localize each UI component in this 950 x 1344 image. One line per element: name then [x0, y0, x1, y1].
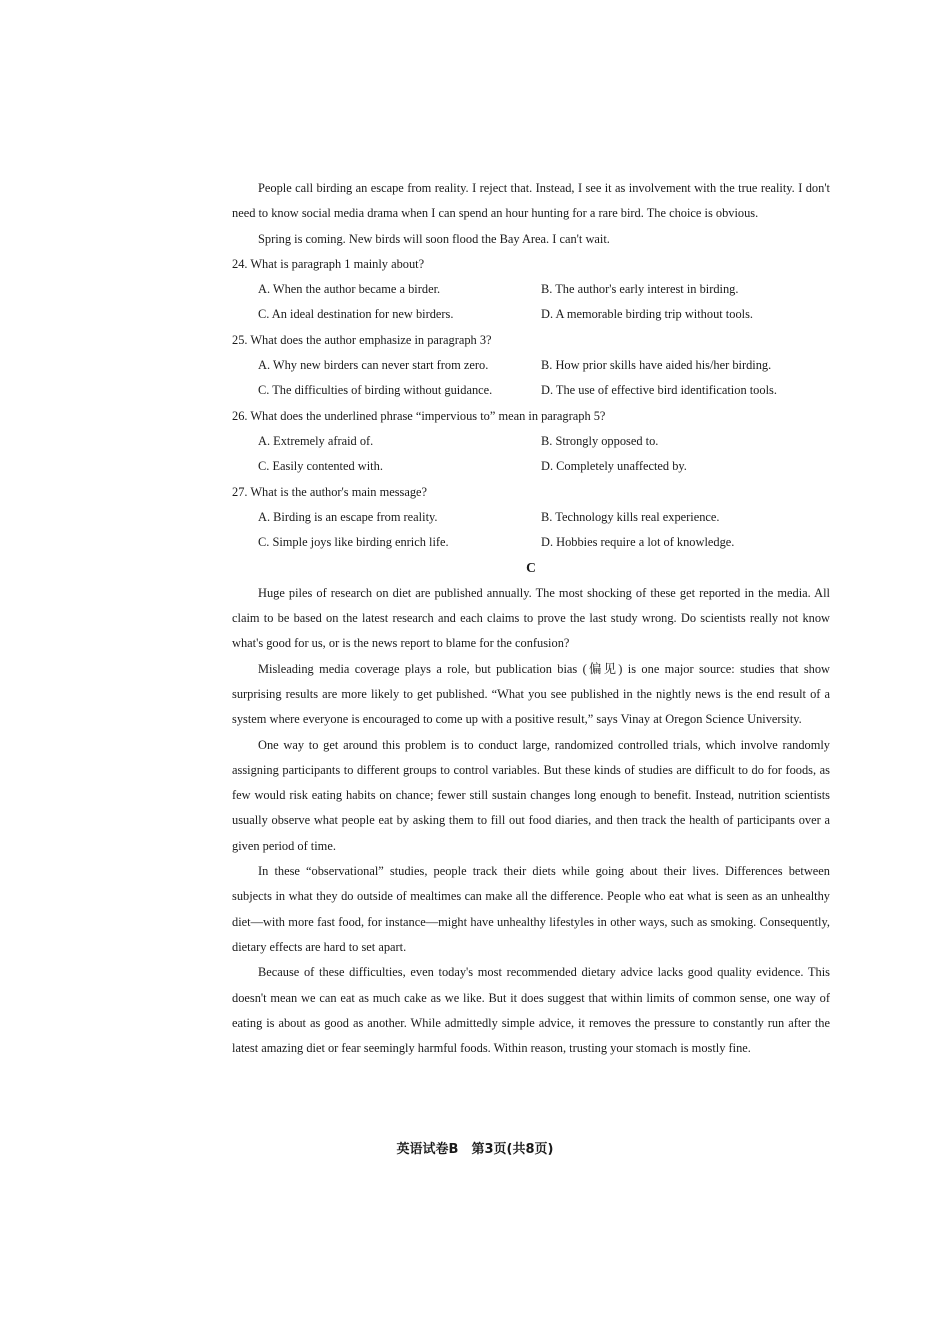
option-b: B. How prior skills have aided his/her birding.	[541, 358, 772, 373]
passage-paragraph: People call birding an escape from reality. I reject that. Instead, I see it as involvement with the true reality. I don't need to know social media drama when I can spend an hour hunting for a rare bird. The choice is obvious.	[232, 181, 830, 221]
question-stem: 27. What is the author's main message?	[232, 484, 428, 499]
option-c: C. Simple joys like birding enrich life.	[258, 535, 449, 550]
option-c: C. The difficulties of birding without guidance.	[258, 383, 493, 398]
passage-paragraph: Misleading media coverage plays a role, but publication bias (偏见) is one major source: studies that show surprising results are more likely to get published. “What you see published in the nightly news is the end result of a system where everyone is encouraged to come up with a positive result,” says Vinay at Oregon Science University.	[232, 661, 830, 727]
question-24	[232, 252, 830, 328]
options-grid	[232, 353, 830, 404]
page-footer: 英语试卷B 第3页(共8页)	[396, 1142, 554, 1157]
options-grid	[232, 429, 830, 480]
passage-paragraph: One way to get around this problem is to conduct large, randomized controlled trials, which involve randomly assigning participants to different groups to control variables. But these kinds of studies are difficult to do for foods, as few would risk eating habits on chance; fewer still sustain changes long enough to benefit. Instead, nutrition scientists usually observe what people eat by asking them to fill out food diaries, and then track the health of participants over a given period of time.	[232, 737, 830, 853]
option-a: A. When the author became a birder.	[258, 282, 441, 297]
option-d: D. Completely unaffected by.	[541, 459, 687, 474]
option-b: B. Technology kills real experience.	[541, 509, 720, 524]
option-d: D. Hobbies require a lot of knowledge.	[541, 535, 735, 550]
options-grid	[232, 505, 830, 556]
passage-paragraph: Spring is coming. New birds will soon flood the Bay Area. I can't wait.	[258, 231, 610, 246]
option-a: A. Why new birders can never start from zero.	[258, 358, 489, 373]
question-stem: 25. What does the author emphasize in paragraph 3?	[232, 332, 492, 347]
exam-page-body	[232, 176, 830, 1061]
question-stem: 26. What does the underlined phrase “impervious to” mean in paragraph 5?	[232, 408, 606, 423]
option-b: B. Strongly opposed to.	[541, 433, 659, 448]
question-27	[232, 480, 830, 556]
passage-paragraph: Huge piles of research on diet are published annually. The most shocking of these get reported in the media. All claim to be based on the latest research and each claims to prove the last study wrong. Do scientists really not know what's good for us, or is the news report to blame for the confusion?	[232, 585, 830, 651]
passage-paragraph: Because of these difficulties, even today's most recommended dietary advice lacks good quality evidence. This doesn't mean we can eat as much cake as we like. But it does suggest that within limits of common sense, one way of eating is about as good as another. While admittedly simple advice, it removes the pressure to constantly run after the latest amazing diet or fear seemingly harmful foods. Within reason, trusting your stomach is mostly fine.	[232, 965, 830, 1056]
option-c: C. Easily contented with.	[258, 459, 383, 474]
question-25	[232, 328, 830, 404]
question-stem: 24. What is paragraph 1 mainly about?	[232, 256, 425, 271]
section-heading: C	[526, 560, 536, 576]
passage-paragraph: In these “observational” studies, people track their diets while going about their lives. Differences between subjects in what they do outside of mealtimes can make all the difference. People who eat what is seen as an unhealthy diet—with more fast food, for instance—might have unhealthy lifestyles in other ways, such as smoking. Consequently, dietary effects are hard to set apart.	[232, 864, 830, 954]
question-26	[232, 404, 830, 480]
option-c: C. An ideal destination for new birders.	[258, 307, 454, 322]
option-a: A. Birding is an escape from reality.	[258, 509, 438, 524]
option-d: D. The use of effective bird identification tools.	[541, 383, 777, 398]
option-b: B. The author's early interest in birding.	[541, 282, 739, 297]
option-a: A. Extremely afraid of.	[258, 433, 374, 448]
option-d: D. A memorable birding trip without tools.	[541, 307, 754, 322]
options-grid	[232, 277, 830, 328]
